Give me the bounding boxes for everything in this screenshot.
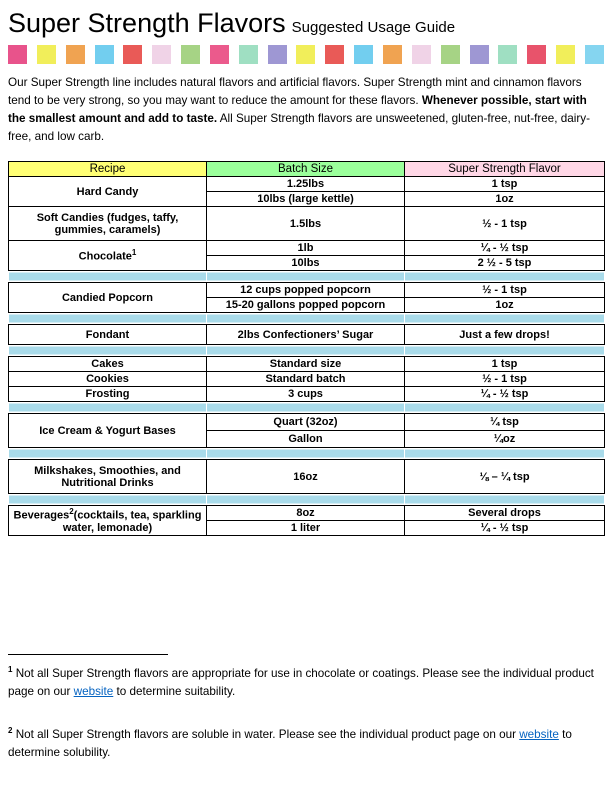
batch-size-cell: 8oz <box>207 506 405 521</box>
table-row <box>9 460 605 494</box>
flavor-amount-cell: ⅛ – ¼ tsp <box>405 460 605 494</box>
footnote: $^1$ Not all Super Strength flavors are appropriate for use in chocolate or coatings. Please see the individual product page on our website to determine suitability. <box>8 665 594 698</box>
flavor-amount-cell: Just a few drops! <box>405 325 605 345</box>
color-stripe-square <box>210 45 229 64</box>
spacer-cell <box>207 402 405 414</box>
intro-text-bold: Whenever possible, start with the smallest amount and add to taste. <box>8 94 587 125</box>
spacer-row <box>9 345 605 357</box>
usage-table-header-row <box>9 162 605 177</box>
flavor-amount-cell: Several drops <box>405 506 605 521</box>
color-stripe-square <box>441 45 460 64</box>
flavor-amount-cell: ½ - 1 tsp <box>405 283 605 298</box>
color-stripe-square <box>239 45 258 64</box>
column-header-recipe: Recipe <box>9 162 207 177</box>
batch-size-cell: 16oz <box>207 460 405 494</box>
footnote-number: 1 <box>8 665 13 674</box>
page-title <box>8 8 604 39</box>
flavor-amount-cell: 1oz <box>405 192 605 207</box>
column-header-super-strength-flavor: Super Strength Flavor <box>405 162 605 177</box>
color-stripe-square <box>95 45 114 64</box>
footnote-section <box>8 654 604 783</box>
title-main: Super Strength Flavors <box>8 8 286 38</box>
color-stripe-square <box>37 45 56 64</box>
table-row <box>9 177 605 192</box>
color-stripe-square <box>181 45 200 64</box>
spacer-cell <box>9 271 207 283</box>
recipe-cell: Frosting <box>9 387 207 402</box>
spacer-cell <box>207 271 405 283</box>
table-row <box>9 387 605 402</box>
recipe-cell: Cookies <box>9 372 207 387</box>
color-stripe-square <box>498 45 517 64</box>
spacer-cell <box>9 313 207 325</box>
color-stripe-square <box>383 45 402 64</box>
spacer-cell <box>405 271 605 283</box>
title-subtitle: Suggested Usage Guide <box>291 19 456 36</box>
flavor-amount-cell: ¼ - ½ tsp <box>405 241 605 256</box>
table-row <box>9 241 605 256</box>
spacer-cell <box>9 448 207 460</box>
color-stripe-square <box>8 45 27 64</box>
footnote-ref: 2 <box>69 507 74 517</box>
batch-size-cell: Standard size <box>207 357 405 372</box>
table-row <box>9 506 605 521</box>
spacer-row <box>9 313 605 325</box>
flavor-amount-cell: ½ - 1 tsp <box>405 372 605 387</box>
batch-size-cell: 1.25lbs <box>207 177 405 192</box>
table-row <box>9 414 605 431</box>
batch-size-cell: 10lbs (large kettle) <box>207 192 405 207</box>
recipe-cell: Hard Candy <box>9 177 207 207</box>
recipe-cell: Cakes <box>9 357 207 372</box>
batch-size-cell: Standard batch <box>207 372 405 387</box>
table-row <box>9 283 605 298</box>
intro-paragraph <box>8 74 606 146</box>
flavor-amount-cell: ½ - 1 tsp <box>405 207 605 241</box>
intro-text-1: Our Super Strength line includes natural flavors and artificial flavors. Super Strength mint and cinnamon flavors tend to be very strong, so you may want to reduce the amount for these flavors. <box>8 76 582 107</box>
batch-size-cell: Gallon <box>207 431 405 448</box>
flavor-amount-cell: 1 tsp <box>405 177 605 192</box>
website-link[interactable]: website <box>519 727 559 741</box>
flavor-amount-cell: ¼oz <box>405 431 605 448</box>
footnotes <box>8 661 604 762</box>
color-stripe-square <box>325 45 344 64</box>
color-stripe-square <box>152 45 171 64</box>
flavor-amount-cell: 1oz <box>405 298 605 313</box>
intro-text-2: All Super Strength flavors are unsweetened, gluten-free, nut-free, dairy-free, and low carb. <box>8 112 591 143</box>
recipe-cell: Candied Popcorn <box>9 283 207 313</box>
spacer-cell <box>207 313 405 325</box>
color-stripe-square <box>296 45 315 64</box>
footnote-separator <box>8 654 168 655</box>
recipe-cell: Soft Candies (fudges, taffy, gummies, caramels) <box>9 207 207 241</box>
color-stripe-square <box>585 45 604 64</box>
flavor-amount-cell: 2 ½ - 5 tsp <box>405 256 605 271</box>
batch-size-cell: 1.5lbs <box>207 207 405 241</box>
usage-table <box>8 161 605 536</box>
batch-size-cell: 2lbs Confectioners’ Sugar <box>207 325 405 345</box>
recipe-cell: Ice Cream & Yogurt Bases <box>9 414 207 448</box>
color-stripe-square <box>66 45 85 64</box>
spacer-row <box>9 271 605 283</box>
color-stripe-square <box>123 45 142 64</box>
batch-size-cell: 12 cups popped popcorn <box>207 283 405 298</box>
spacer-row <box>9 448 605 460</box>
batch-size-cell: 10lbs <box>207 256 405 271</box>
spacer-cell <box>9 494 207 506</box>
recipe-cell: Chocolate$^1$ <box>9 241 207 271</box>
flavor-amount-cell: ¼ tsp <box>405 414 605 431</box>
spacer-cell <box>207 494 405 506</box>
table-row <box>9 325 605 345</box>
spacer-cell <box>207 345 405 357</box>
spacer-cell <box>405 345 605 357</box>
batch-size-cell: Quart (32oz) <box>207 414 405 431</box>
footnote-number: 2 <box>8 725 13 735</box>
batch-size-cell: 1 liter <box>207 521 405 536</box>
footnote: $^2$ Not all Super Strength flavors are soluble in water. Please see the individual product page on our website to determine solubility. <box>8 725 572 759</box>
recipe-cell: Milkshakes, Smoothies, and Nutritional Drinks <box>9 460 207 494</box>
color-stripe-square <box>470 45 489 64</box>
color-stripe <box>8 45 604 64</box>
spacer-cell <box>207 448 405 460</box>
spacer-cell <box>405 448 605 460</box>
spacer-cell <box>405 402 605 414</box>
footnote-ref: 1 <box>131 248 137 258</box>
spacer-cell <box>405 494 605 506</box>
color-stripe-square <box>556 45 575 64</box>
color-stripe-square <box>268 45 287 64</box>
flavor-amount-cell: ¼ - ½ tsp <box>405 387 605 402</box>
batch-size-cell: 1lb <box>207 241 405 256</box>
color-stripe-square <box>527 45 546 64</box>
spacer-row <box>9 494 605 506</box>
flavor-amount-cell: 1 tsp <box>405 357 605 372</box>
spacer-cell <box>405 313 605 325</box>
spacer-cell <box>9 402 207 414</box>
spacer-cell <box>9 345 207 357</box>
table-row <box>9 207 605 241</box>
flavor-amount-cell: ¼ - ½ tsp <box>405 521 605 536</box>
batch-size-cell: 3 cups <box>207 387 405 402</box>
batch-size-cell: 15-20 gallons popped popcorn <box>207 298 405 313</box>
recipe-cell: Fondant <box>9 325 207 345</box>
table-row <box>9 357 605 372</box>
column-header-batch-size: Batch Size <box>207 162 405 177</box>
table-row <box>9 372 605 387</box>
color-stripe-square <box>412 45 431 64</box>
website-link[interactable]: website <box>73 684 114 698</box>
color-stripe-square <box>354 45 373 64</box>
recipe-cell: Beverages$^2$(cocktails, tea, sparkling water, lemonade) <box>9 506 207 536</box>
usage-table-body <box>9 177 605 536</box>
spacer-row <box>9 402 605 414</box>
